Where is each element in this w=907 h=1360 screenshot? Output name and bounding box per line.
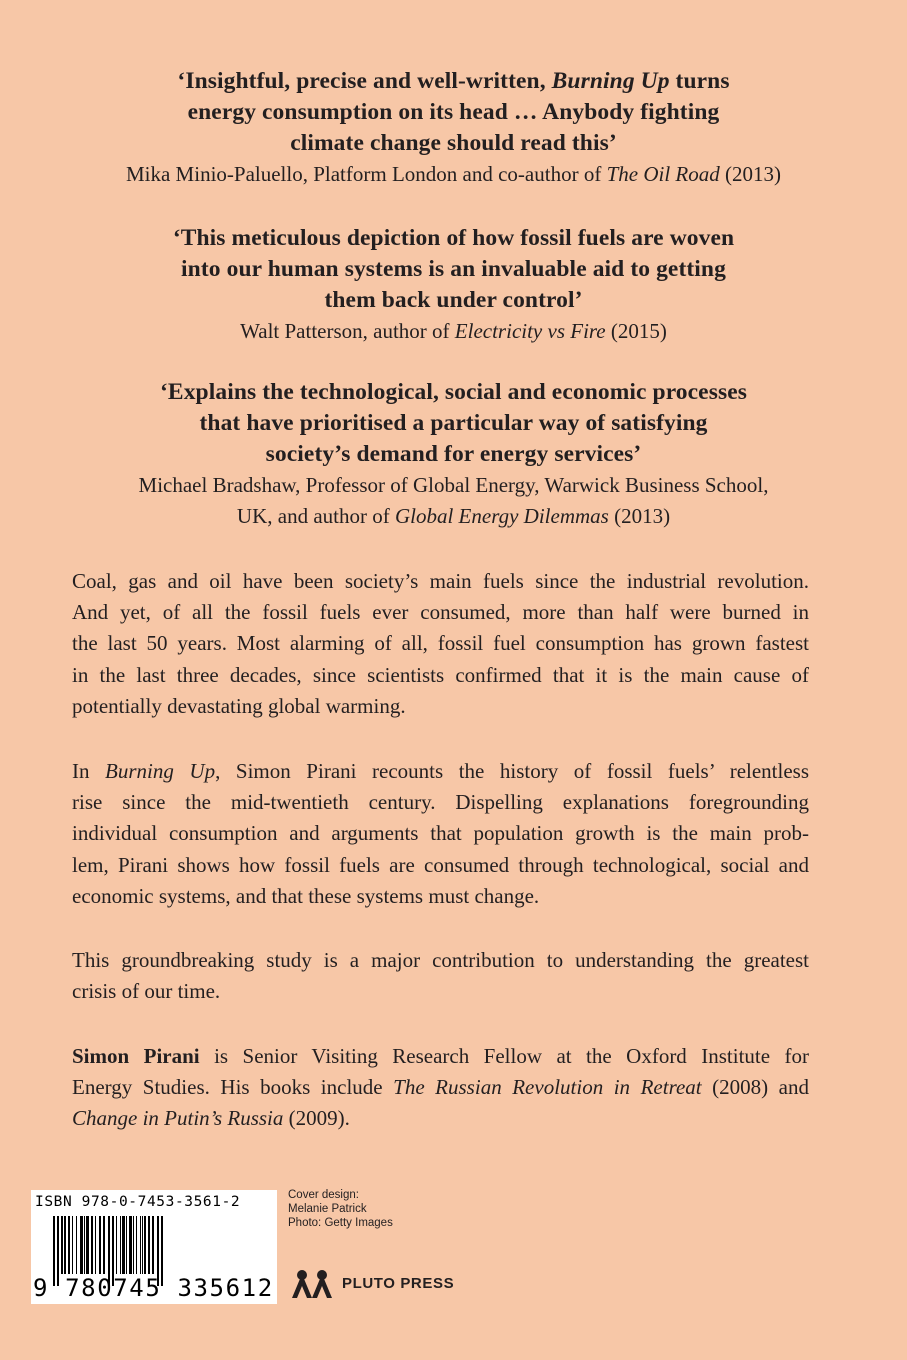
barcode-bar — [142, 1216, 143, 1274]
barcode-bar — [122, 1216, 125, 1274]
author-name: Simon Pirani — [72, 1044, 200, 1068]
quote-2-line-3: them back under control’ — [324, 287, 583, 313]
barcode-bar — [72, 1216, 73, 1274]
barcode-bar — [140, 1216, 141, 1274]
isbn-label: ISBN 978-0-7453-3561-2 — [35, 1194, 241, 1210]
quote-1-line-1: ‘Insightful, precise and well-written, Burning Up turns — [177, 68, 730, 94]
barcode-bar — [152, 1216, 154, 1274]
body-line: This groundbreaking study is a major contribution to understanding the greatest — [72, 948, 809, 972]
quote-3-line-3: society’s demand for energy services’ — [265, 441, 642, 467]
quote-1-line-2: energy consumption on its head … Anybody fighting — [187, 99, 720, 125]
publisher-imprint — [290, 1268, 454, 1298]
body-line: Energy Studies. His books include The Russian Revolution in Retreat (2008) and — [72, 1075, 809, 1100]
publisher-name: PLUTO PRESS — [342, 1274, 455, 1292]
barcode-bar — [68, 1216, 70, 1274]
barcode-bar — [86, 1216, 89, 1274]
barcode-bar — [76, 1216, 77, 1274]
author-bio — [72, 1041, 809, 1135]
barcode-bar — [80, 1216, 83, 1274]
barcode-bar — [129, 1216, 132, 1274]
body-line: Coal, gas and oil have been society’s main fuels since the industrial revolution. — [72, 569, 809, 593]
barcode-bar — [120, 1216, 121, 1274]
credit-line: Melanie Patrick — [288, 1203, 367, 1215]
quote-3-attribution-line-2: UK, and author of Global Energy Dilemmas (2013) — [236, 504, 671, 528]
barcode-bar — [126, 1216, 127, 1274]
barcode-bar — [136, 1216, 137, 1274]
quote-2-line-2: into our human systems is an invaluable aid to getting — [181, 256, 726, 282]
barcode-bar — [84, 1216, 85, 1274]
quote-1-line-3: climate change should read this’ — [290, 130, 617, 156]
body-line: In Burning Up, Simon Pirani recounts the history of fossil fuels’ relentless — [72, 759, 810, 783]
blurb-paragraph-2 — [72, 756, 809, 912]
quote-3 — [0, 377, 907, 532]
barcode-bar — [99, 1216, 101, 1274]
credit-line: Photo: Getty Images — [288, 1217, 393, 1229]
quote-1 — [0, 66, 907, 190]
credit-line: Cover design: — [288, 1189, 359, 1201]
barcode-bar — [95, 1216, 96, 1274]
body-line: the last 50 years. Most alarming of all, fossil fuel consumption has grown fastest — [72, 631, 809, 656]
cover-credits — [288, 1188, 393, 1230]
body-line: Change in Putin’s Russia (2009). — [72, 1106, 350, 1131]
body-line: rise since the mid-twentieth century. Dispelling explanations foregrounding — [72, 790, 809, 815]
barcode-bar — [144, 1216, 146, 1274]
barcode-digits: 9 780745 335612 — [33, 1274, 274, 1302]
body-line: Simon Pirani is Senior Visiting Research Fellow at the Oxford Institute for — [72, 1044, 810, 1068]
body-line: potentially devastating global warming. — [72, 693, 406, 718]
body-line: And yet, of all the fossil fuels ever consumed, more than half were burned in — [72, 600, 809, 625]
blurb-paragraph-3 — [72, 945, 809, 1007]
quote-3-line-1: ‘Explains the technological, social and economic processes — [160, 379, 747, 405]
barcode-bar — [64, 1216, 66, 1274]
body-line: lem, Pirani shows how fossil fuels are consumed through technological, social and — [72, 852, 809, 877]
body-line: economic systems, and that these systems must change. — [72, 883, 540, 908]
body-line: individual consumption and arguments that population growth is the main prob- — [72, 821, 809, 846]
barcode-bar — [133, 1216, 134, 1274]
barcode-bar — [148, 1216, 150, 1274]
barcode-bar — [91, 1216, 93, 1274]
quote-1-attribution: Mika Minio-Paluello, Platform London and co-author of The Oil Road (2013) — [125, 162, 781, 186]
quote-2-line-1: ‘This meticulous depiction of how fossil fuels are woven — [172, 225, 735, 251]
body-line: in the last three decades, since scientists confirmed that it is the main cause of — [72, 662, 809, 687]
isbn-barcode — [31, 1190, 277, 1304]
quote-3-attribution-line-1: Michael Bradshaw, Professor of Global Energy, Warwick Business School, — [138, 473, 769, 497]
blurb-paragraph-1 — [72, 566, 809, 722]
quote-3-line-2: that have prioritised a particular way of satisfying — [199, 410, 708, 436]
barcode-bar — [61, 1216, 63, 1274]
barcode-bar — [103, 1216, 105, 1274]
pluto-press-logo-icon — [290, 1268, 336, 1298]
quote-2 — [0, 223, 907, 347]
barcode-bar — [116, 1216, 117, 1274]
quote-2-attribution: Walt Patterson, author of Electricity vs Fire (2015) — [240, 319, 667, 343]
body-line: crisis of our time. — [72, 979, 221, 1004]
